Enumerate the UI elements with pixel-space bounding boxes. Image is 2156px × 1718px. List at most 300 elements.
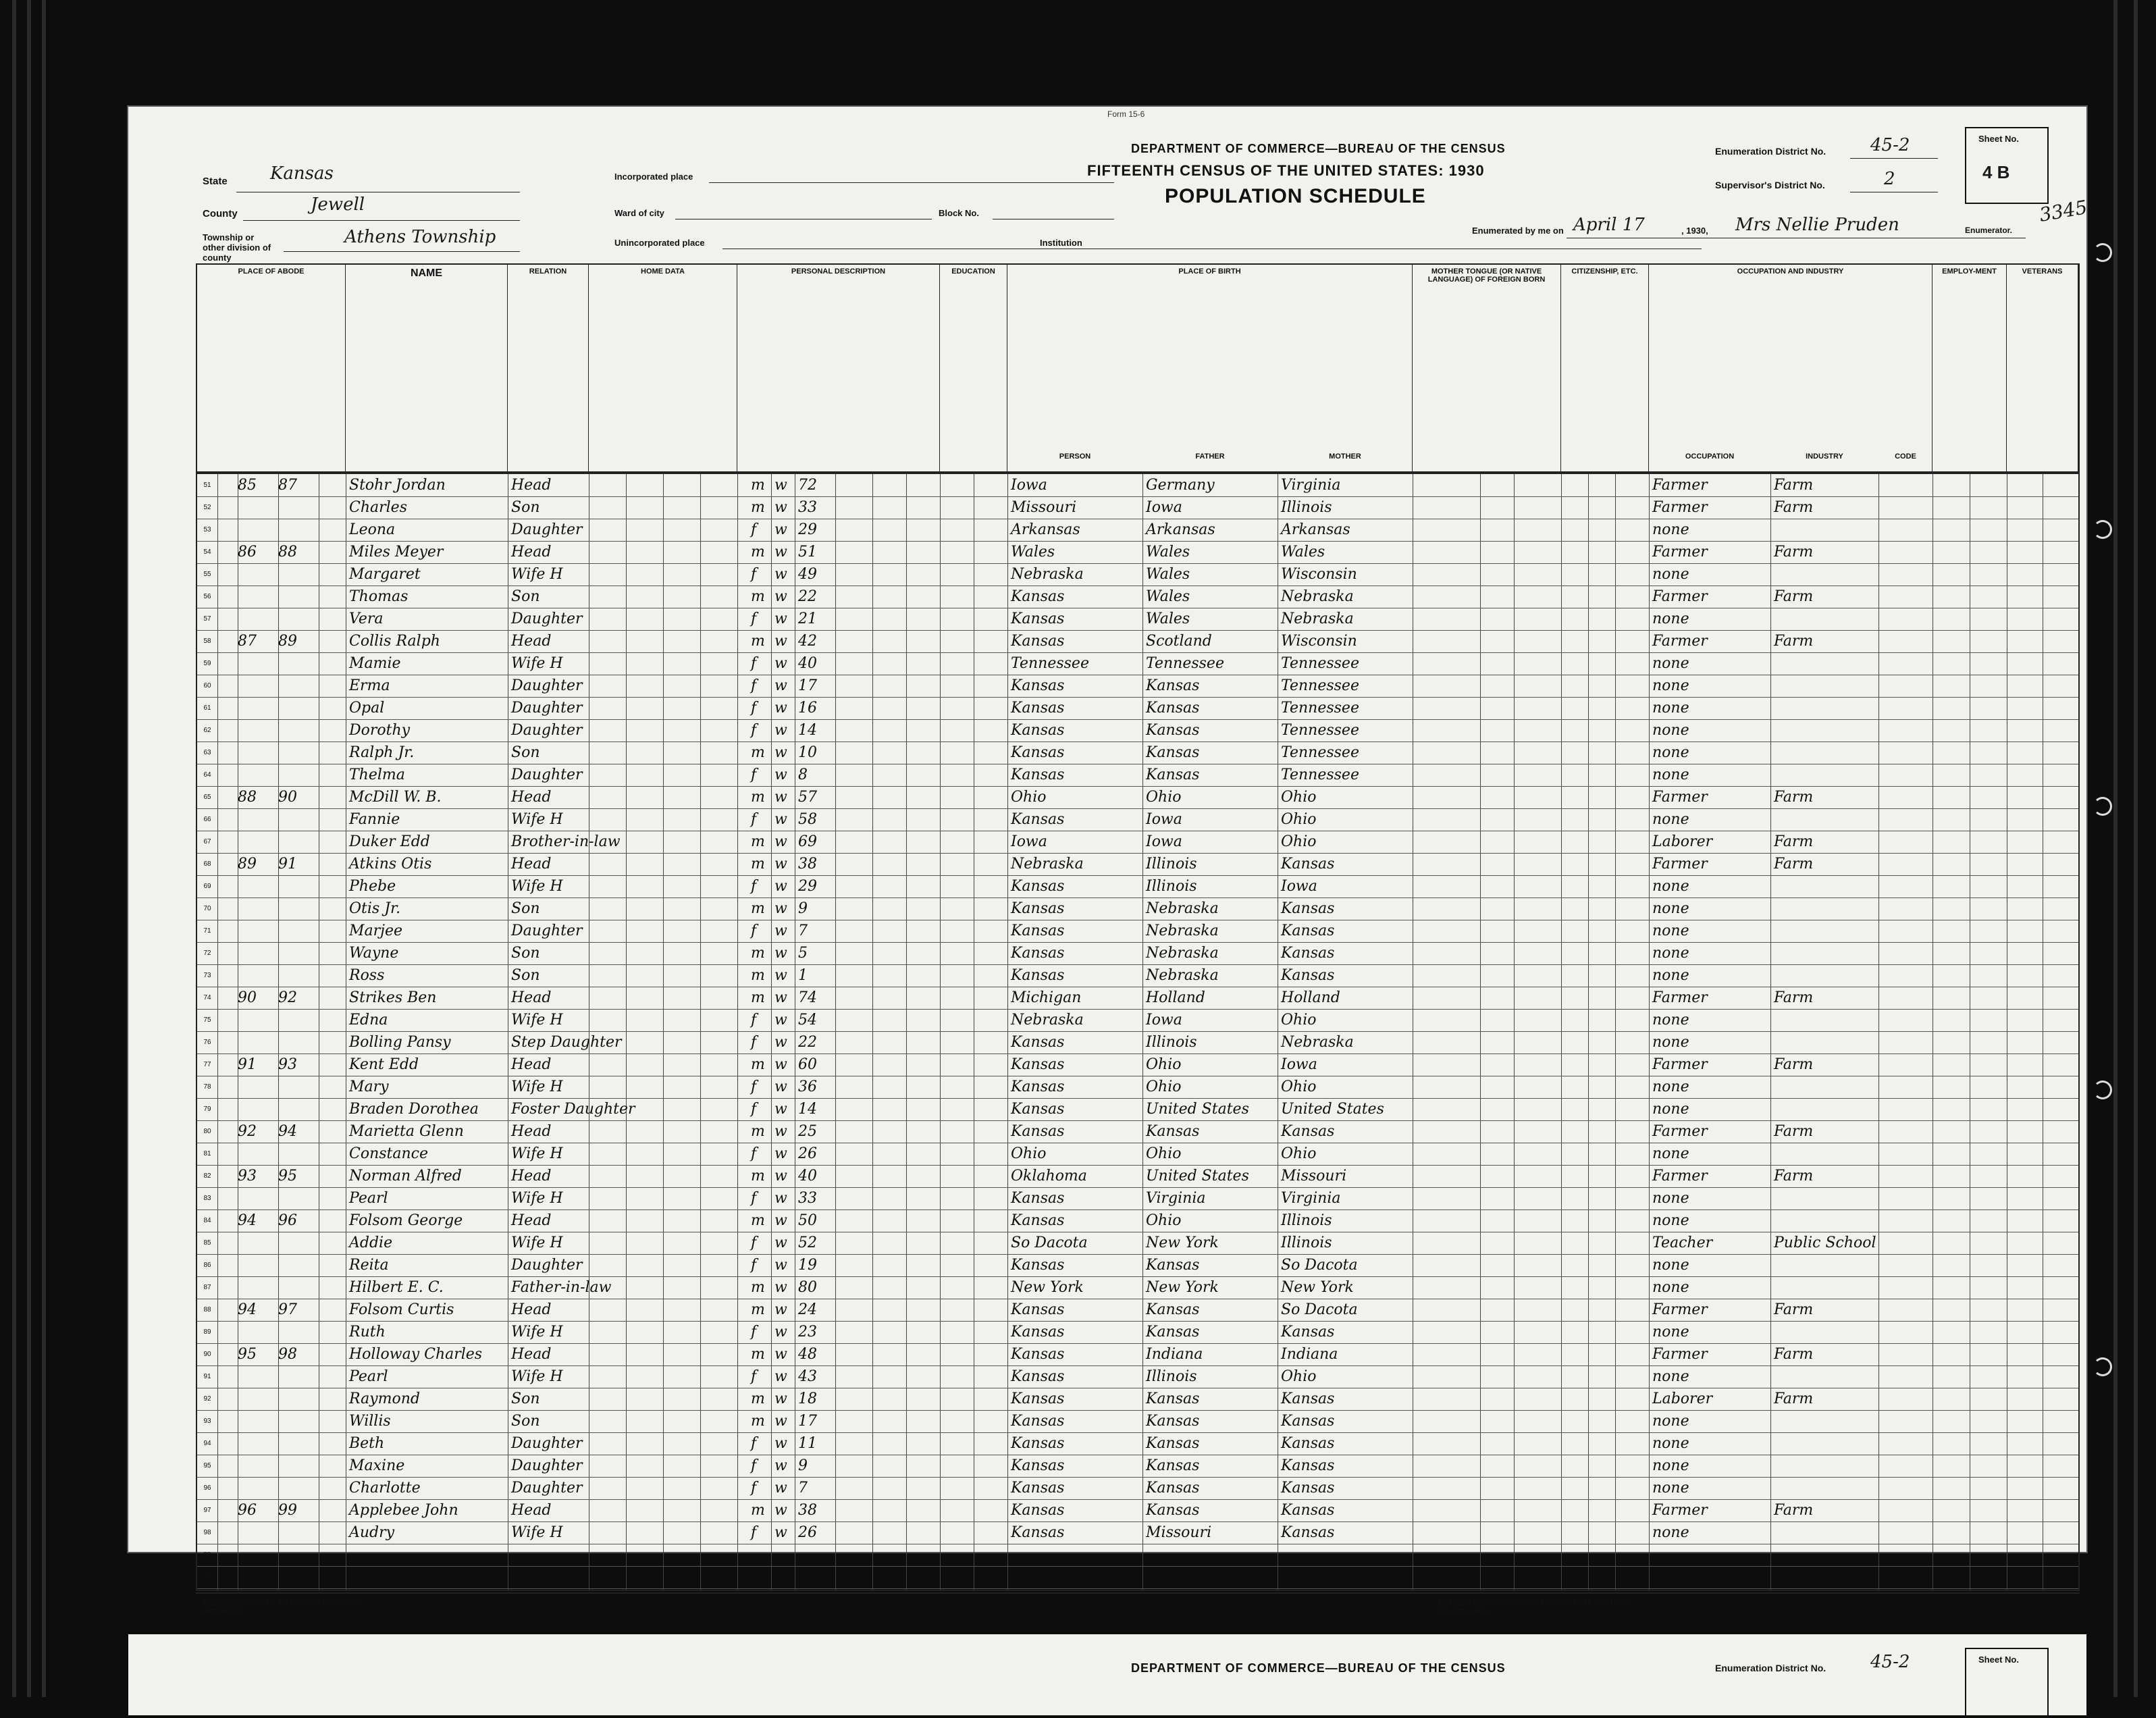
cell-rel: Son [511,744,540,761]
supervisor-value: 2 [1884,169,1895,189]
population-table [196,473,2080,1591]
cell-rel: Son [511,499,540,516]
occupation-title: OCCUPATION AND INDUSTRY [1737,267,1844,276]
cell-dw [238,1321,278,1343]
cell-mbp: Virginia [1281,1190,1341,1207]
cell-bp: Kansas [1011,610,1065,627]
cell-bp: Missouri [1011,499,1077,516]
cell-bp: Kansas [1011,677,1065,694]
cell-rel: Head [511,1346,552,1363]
cell-fam [278,1254,319,1276]
cell-sex: f [751,566,757,583]
next-sheet-box [1965,1648,2049,1718]
cell-name: Ross [349,967,385,984]
cell-line: 90 [203,1351,211,1358]
cell-fam [278,1455,319,1477]
cell-line: 72 [203,949,211,957]
cell-line: 52 [203,504,211,511]
cell-fam [278,1388,319,1410]
cell-line: 81 [203,1150,211,1157]
cell-dw [238,1410,278,1432]
cell-line: 54 [203,548,211,556]
cell-race: w [774,1457,787,1474]
cell-race: w [774,1212,787,1229]
cell-name: Charlotte [349,1480,421,1496]
table-row [197,897,2078,920]
cell-fbp: Kansas [1146,766,1200,783]
cell-line: 69 [203,883,211,890]
cell-occ: none [1652,700,1689,717]
cell-bp: New York [1011,1279,1084,1296]
cell-fbp: New York [1146,1234,1219,1251]
cell-age: 74 [798,989,817,1006]
cell-fbp: Illinois [1146,878,1197,895]
cell-fbp: Wales [1146,588,1190,605]
cell-ind: Farm [1774,633,1814,650]
cell-dw [238,585,278,608]
cell-name [349,1544,508,1566]
cell-mbp: Kansas [1281,1524,1335,1541]
cell-sex: m [751,1346,765,1363]
cell-fam [278,1365,319,1388]
cell-fam: 96 [278,1212,297,1229]
table-row [197,920,2078,942]
cell-bp: Kansas [1011,1301,1065,1318]
cell-age: 11 [798,1435,817,1452]
cell-age: 54 [798,1012,817,1029]
cell-name: Pearl [349,1368,388,1385]
enumerator-label: Enumerator. [1965,226,2013,235]
cell-fam [278,496,319,519]
incorporated-line [709,182,1114,183]
cell-occ: Farmer [1652,1301,1708,1318]
cell-mbp: Wisconsin [1281,566,1357,583]
cell-bp: Kansas [1011,1190,1065,1207]
table-row [197,1009,2078,1031]
cell-rel: Daughter [511,1435,583,1452]
cell-sex: m [751,967,765,984]
cell-ind [1774,1098,1882,1120]
cell-dw: 88 [238,789,257,806]
cell-fbp: United States [1146,1101,1249,1118]
table-row [197,964,2078,987]
cell-mbp: Kansas [1281,1457,1335,1474]
col-mother-tongue: MOTHER TONGUE (OR NATIVE LANGUAGE) OF FOREIGN BORN [1413,265,1561,474]
cell-line: 70 [203,905,211,912]
cell-fbp: Kansas [1146,1257,1200,1274]
cell-age: 25 [798,1123,817,1140]
cell-fbp: Ohio [1146,1078,1182,1095]
cell-line: 88 [203,1306,211,1313]
table-row [197,942,2078,964]
cell-mbp: Ohio [1281,1368,1317,1385]
cell-sex: m [751,856,765,873]
table-row [197,1566,2078,1588]
table-row [197,1521,2078,1544]
cell-race: w [774,945,787,962]
cell-age: 5 [798,945,808,962]
cell-fam: 90 [278,789,297,806]
cell-occ: none [1652,878,1689,895]
cell-bp: Kansas [1011,900,1065,917]
cell-ind [1774,719,1882,741]
cell-bp: Kansas [1011,1390,1065,1407]
table-row [197,675,2078,697]
cell-line: 76 [203,1039,211,1046]
cell-occ: none [1652,1480,1689,1496]
cell-fbp: Ohio [1146,789,1182,806]
cell-race: w [774,856,787,873]
cell-name: Collis Ralph [349,633,440,650]
cell-fam [278,519,319,541]
cell-sex: f [751,655,757,672]
cell-name: Kent Edd [349,1056,419,1073]
cell-ind [1774,1276,1882,1299]
cell-line: 61 [203,704,211,712]
cell-age: 69 [798,833,817,850]
cell-rel: Daughter [511,521,583,538]
cell-occ: Laborer [1652,833,1713,850]
cell-rel: Wife H [511,1190,563,1207]
next-sheet-label: Sheet No. [1978,1655,2019,1665]
cell-race: w [774,610,787,627]
cell-rel: Head [511,789,552,806]
cell-fbp: Kansas [1146,1435,1200,1452]
cell-bp: Kansas [1011,1101,1065,1118]
cell-age: 80 [798,1279,817,1296]
cell-line: 82 [203,1172,211,1180]
table-row [197,1388,2078,1410]
cell-mbp [1281,1544,1413,1566]
cell-ind [1774,1143,1882,1165]
cell-line: 92 [203,1395,211,1403]
cell-line: 100 [201,1573,213,1581]
cell-rel: Head [511,1301,552,1318]
cell-bp: Kansas [1011,1034,1065,1051]
cell-rel: Head [511,1168,552,1185]
cell-fam [278,897,319,920]
table-row [197,853,2078,875]
cell-name: Norman Alfred [349,1168,462,1185]
cell-fbp: Nebraska [1146,922,1219,939]
cell-occ: none [1652,1457,1689,1474]
cell-name: Mary [349,1078,389,1095]
cell-dw [238,875,278,897]
cell-bp [1011,1566,1142,1588]
enumerator-name: Mrs Nellie Pruden [1735,215,1899,235]
cell-bp: Tennessee [1011,655,1089,672]
table-row [197,987,2078,1009]
enumerated-year: , 1930, [1681,226,1708,236]
cell-dw: 95 [238,1346,257,1363]
cell-name: Constance [349,1145,429,1162]
table-row [197,1053,2078,1076]
cell-race: w [774,655,787,672]
entries-heading: ENTRIES ARE REQUIRED IN THE SEVERAL COLUMNS AS FOLLOWS: [1438,1599,1633,1615]
cell-race: w [774,1101,787,1118]
film-edge-left-3 [42,0,46,1697]
cell-ind [1774,1254,1882,1276]
cell-race: w [774,811,787,828]
cell-ind: Farm [1774,544,1814,561]
table-row [197,1299,2078,1321]
table-row [197,1143,2078,1165]
cell-line: 77 [203,1061,211,1068]
cell-age: 22 [798,588,817,605]
cell-fbp [1146,1566,1278,1588]
col-occupation [1649,265,1932,474]
cell-ind: Farm [1774,833,1814,850]
cell-rel: Step Daughter [511,1034,622,1051]
cell-line: 84 [203,1217,211,1224]
cell-rel: Head [511,1123,552,1140]
cell-fam [278,920,319,942]
cell-bp: Kansas [1011,1346,1065,1363]
cell-name: Strikes Ben [349,989,437,1006]
cell-mbp: Kansas [1281,856,1335,873]
cell-name: Hilbert E. C. [349,1279,444,1296]
cell-sex: m [751,1123,765,1140]
cell-race: w [774,499,787,516]
cell-occ [1652,1566,1770,1588]
cell-rel: Daughter [511,700,583,717]
cell-name: Marietta Glenn [349,1123,464,1140]
cell-fbp: Kansas [1146,1324,1200,1340]
cell-age: 21 [798,610,817,627]
cell-name: Edna [349,1012,388,1029]
cell-rel: Wife H [511,655,563,672]
cell-rel: Daughter [511,1457,583,1474]
cell-sex: f [751,677,757,694]
cell-fbp: Kansas [1146,744,1200,761]
cell-mbp: Missouri [1281,1168,1347,1185]
cell-fam [278,1566,319,1588]
cell-line: 95 [203,1462,211,1469]
cell-age: 42 [798,633,817,650]
cell-bp [1011,1544,1142,1566]
cell-sex: f [751,1480,757,1496]
table-row [197,585,2078,608]
cell-name: Pearl [349,1190,388,1207]
cell-fbp: Wales [1146,566,1190,583]
cell-mbp: Iowa [1281,1056,1317,1073]
cell-sex: f [751,1457,757,1474]
cell-ind [1774,563,1882,585]
cell-fam [278,697,319,719]
cell-dw [238,964,278,987]
cell-fbp: Iowa [1146,833,1182,850]
department-heading: DEPARTMENT OF COMMERCE—BUREAU OF THE CENSUS [1131,142,1506,155]
cell-dw [238,719,278,741]
cell-ind [1774,675,1882,697]
cell-line: 58 [203,637,211,645]
cell-name: Marjee [349,922,403,939]
cell-age: 18 [798,1390,817,1407]
cell-rel: Head [511,1056,552,1073]
cell-mbp: Arkansas [1281,521,1350,538]
cell-line: 53 [203,526,211,533]
cell-line: 67 [203,838,211,845]
cell-dw [238,1076,278,1098]
cell-race: w [774,700,787,717]
cell-mbp: Nebraska [1281,1034,1354,1051]
cell-rel: Wife H [511,811,563,828]
col-name: NAME [346,265,508,474]
enum-district-line [1850,158,1938,159]
cell-dw [238,1276,278,1299]
census-title: FIFTEENTH CENSUS OF THE UNITED STATES: 1930 [1087,162,1485,179]
cell-fbp: Kansas [1146,700,1200,717]
cell-dw [238,1521,278,1544]
cell-occ: none [1652,1212,1689,1229]
cell-race: w [774,1368,787,1385]
cell-sex: f [751,1324,757,1340]
cell-fam [278,831,319,853]
cell-age: 10 [798,744,817,761]
col-place-of-birth [1007,265,1413,474]
cell-fbp: Wales [1146,610,1190,627]
col-relation: RELATION [508,265,589,474]
cell-name: Raymond [349,1390,420,1407]
cell-mbp: So Dacota [1281,1301,1358,1318]
cell-bp: Kansas [1011,878,1065,895]
birth-person-head: PERSON [1059,452,1091,461]
cell-name: Opal [349,700,385,717]
cell-age: 38 [798,856,817,873]
code-head: CODE [1895,452,1916,461]
cell-ind [1774,1187,1882,1209]
cell-sex: m [751,900,765,917]
cell-name: Wayne [349,945,399,962]
cell-rel: Son [511,1390,540,1407]
cell-sex: m [751,499,765,516]
cell-rel: Wife H [511,1234,563,1251]
cell-race: w [774,1346,787,1363]
cell-bp: Kansas [1011,1480,1065,1496]
cell-fam [278,608,319,630]
occupation-head: OCCUPATION [1685,452,1735,461]
table-row [197,1165,2078,1187]
cell-occ: none [1652,744,1689,761]
cell-ind [1774,764,1882,786]
cell-age [798,1544,832,1566]
form-number: Form 15-6 [1107,109,1145,119]
cell-bp: Kansas [1011,700,1065,717]
state-label: State [203,176,228,187]
cell-race: w [774,900,787,917]
cell-bp: Kansas [1011,1413,1065,1430]
cell-ind [1774,964,1882,987]
cell-bp: Kansas [1011,633,1065,650]
cell-fam [278,1232,319,1254]
cell-mbp: Kansas [1281,1480,1335,1496]
cell-ind: Farm [1774,1390,1814,1407]
cell-mbp: Indiana [1281,1346,1338,1363]
cell-mbp: Kansas [1281,967,1335,984]
cell-age: 49 [798,566,817,583]
cell-fbp: Illinois [1146,1368,1197,1385]
cell-line: 68 [203,860,211,868]
cell-ind [1774,1009,1882,1031]
cell-race [774,1566,795,1588]
cell-dw [238,1232,278,1254]
cell-rel: Daughter [511,677,583,694]
cell-dw [238,920,278,942]
cell-age: 36 [798,1078,817,1095]
cell-dw: 92 [238,1123,257,1140]
cell-race: w [774,1390,787,1407]
cell-occ: none [1652,1190,1689,1207]
cell-dw: 91 [238,1056,257,1073]
cell-line: 78 [203,1083,211,1091]
cell-line: 73 [203,972,211,979]
cell-rel: Wife H [511,1078,563,1095]
cell-sex: m [751,1502,765,1519]
cell-bp: Kansas [1011,766,1065,783]
abbrev-heading: ABBREVIATIONS TO BE USED IN COLUMNS INDICATED: [203,1599,361,1615]
cell-age: 57 [798,789,817,806]
cell-mbp: United States [1281,1101,1384,1118]
cell-name [349,1566,508,1588]
table-row [197,1187,2078,1209]
cell-name: Applebee John [349,1502,458,1519]
cell-occ: none [1652,1435,1689,1452]
cell-name: Braden Dorothea [349,1101,479,1118]
cell-sex [751,1566,771,1588]
cell-fbp: Illinois [1146,1034,1197,1051]
cell-occ: none [1652,1413,1689,1430]
cell-fbp: Illinois [1146,856,1197,873]
cell-dw [238,831,278,853]
cell-occ: none [1652,1012,1689,1029]
cell-bp: Kansas [1011,1524,1065,1541]
cell-rel: Son [511,967,540,984]
cell-mbp: Illinois [1281,499,1332,516]
sheet-value: 4 B [1982,162,2010,182]
cell-name: Miles Meyer [349,544,444,561]
cell-name: Audry [349,1524,395,1541]
table-row [197,1209,2078,1232]
cell-line: 66 [203,816,211,823]
next-department-heading: DEPARTMENT OF COMMERCE—BUREAU OF THE CENSUS [1131,1661,1506,1675]
cell-fbp: Virginia [1146,1190,1206,1207]
cell-name: Reita [349,1257,389,1274]
cell-ind [1774,1365,1882,1388]
cell-line: 55 [203,571,211,578]
cell-ind [1774,1031,1882,1053]
cell-fam [278,652,319,675]
cell-ind [1774,920,1882,942]
cell-occ: none [1652,1324,1689,1340]
cell-dw [238,1143,278,1165]
cell-fbp: Ohio [1146,1145,1182,1162]
cell-name: Addie [349,1234,393,1251]
cell-occ: none [1652,722,1689,739]
col-place-of-abode: PLACE OF ABODE [197,265,346,474]
cell-sex: f [751,1234,757,1251]
cell-ind: Farm [1774,1301,1814,1318]
cell-name: Folsom Curtis [349,1301,454,1318]
cell-fbp: Indiana [1146,1346,1203,1363]
cell-line: 80 [203,1128,211,1135]
cell-name: Margaret [349,566,421,583]
punch-hole [2093,243,2112,262]
cell-occ: none [1652,1257,1689,1274]
cell-dw [238,1009,278,1031]
cell-fbp: Missouri [1146,1524,1212,1541]
cell-dw [238,764,278,786]
cell-dw [238,1365,278,1388]
